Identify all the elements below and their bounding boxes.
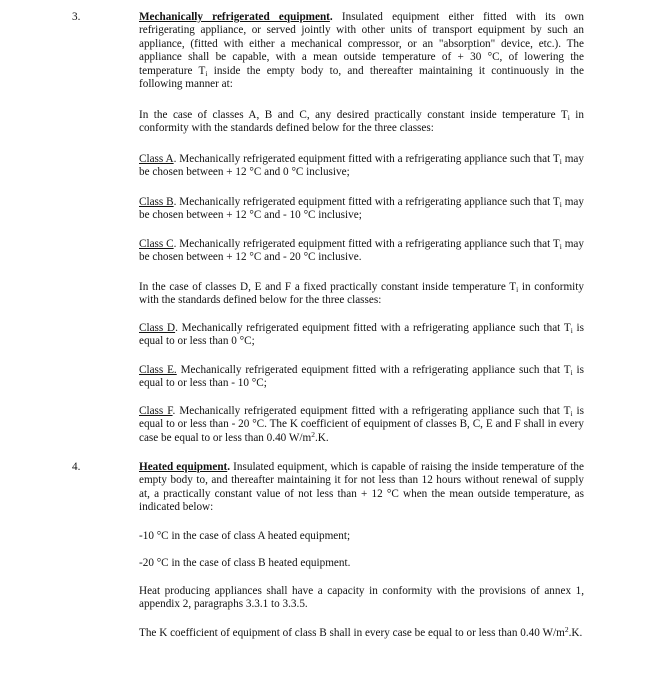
class-a-label: Class A [139, 153, 174, 165]
section-number-3: 3. [72, 11, 81, 23]
section-3-intro-paragraph: Mechanically refrigerated equipment. Insulated equipment either fitted with its own refrigerating appliance, or served jointly with other units of transport equipment by such an appliance, (fitted with either a mechanical compressor, or an "absorption" device, etc.). The appliance shall be capable, with a mean outside temperature of + 30 °C, of lowering the temperature $T_i$ inside the empty body to, and thereafter maintaining it continuously in the following manner at: [139, 11, 584, 91]
class-a-paragraph: Class A. Mechanically refrigerated equipment fitted with a refrigerating appliance such that $T_i$ may be chosen between + 12 °C and 0 °C inclusive; [139, 153, 584, 179]
class-d-label: Class D [139, 322, 176, 334]
section-4-heading: Heated equipment [139, 461, 228, 473]
class-d-paragraph: Class D. Mechanically refrigerated equipment fitted with a refrigerating appliance such that $T_i$ is equal to or less than 0 °C; [139, 322, 585, 348]
section-number-4: 4. [72, 461, 81, 473]
class-e-label: Class E. [139, 364, 177, 376]
heated-class-b-line: -20 °C in the case of class B heated equipment. [139, 557, 351, 569]
classes-def-intro-paragraph: In the case of classes D, E and F a fixed practically constant inside temperature $T_i$ in conformity with the standards defined below for the three classes: [139, 281, 584, 307]
class-c-paragraph: Class C. Mechanically refrigerated equipment fitted with a refrigerating appliance such that $T_i$ may be chosen between + 12 °C and - 20 °C inclusive. [139, 238, 584, 264]
section-4-intro-paragraph: Heated equipment. Insulated equipment, which is capable of raising the inside temperature of the empty body to, and thereafter maintaining it for not less than 12 hours without renewal of supply at, a practically constant value of not less than + 12 °C when the mean outside temperature, as indicated below: [139, 461, 584, 514]
heated-class-a-line: -10 °C in the case of class A heated equipment; [139, 530, 351, 542]
class-f-label: Class F [139, 405, 173, 417]
class-b-paragraph: Class B. Mechanically refrigerated equipment fitted with a refrigerating appliance such that $T_i$ may be chosen between + 12 °C and - 10 °C inclusive; [139, 196, 584, 222]
class-e-paragraph: Class E. Mechanically refrigerated equipment fitted with a refrigerating appliance such that $T_i$ is equal to or less than - 10 °C; [139, 364, 585, 390]
section-3-heading: Mechanically refrigerated equipment [139, 11, 330, 23]
class-b-label: Class B [139, 196, 174, 208]
class-f-paragraph: Class F. Mechanically refrigerated equipment fitted with a refrigerating appliance such that $T_i$ is equal to or less than - 20 °C. The K coefficient of equipment of classes B, C, E and F shall in every case be equal to or less than 0.40 $W/m^2.K$. [139, 405, 584, 444]
k-coefficient-paragraph: The K coefficient of equipment of class B shall in every case be equal to or less than 0.40 $W/m^2.K$. [139, 625, 583, 639]
classes-abc-intro-paragraph: In the case of classes A, B and C, any desired practically constant inside temperature $T_i$ in conformity with the standards defined below for the three classes: [139, 109, 584, 135]
class-c-label: Class C [139, 238, 174, 250]
heat-appliances-paragraph: Heat producing appliances shall have a capacity in conformity with the provisions of annex 1, appendix 2, paragraphs 3.3.1 to 3.3.5. [139, 585, 584, 611]
